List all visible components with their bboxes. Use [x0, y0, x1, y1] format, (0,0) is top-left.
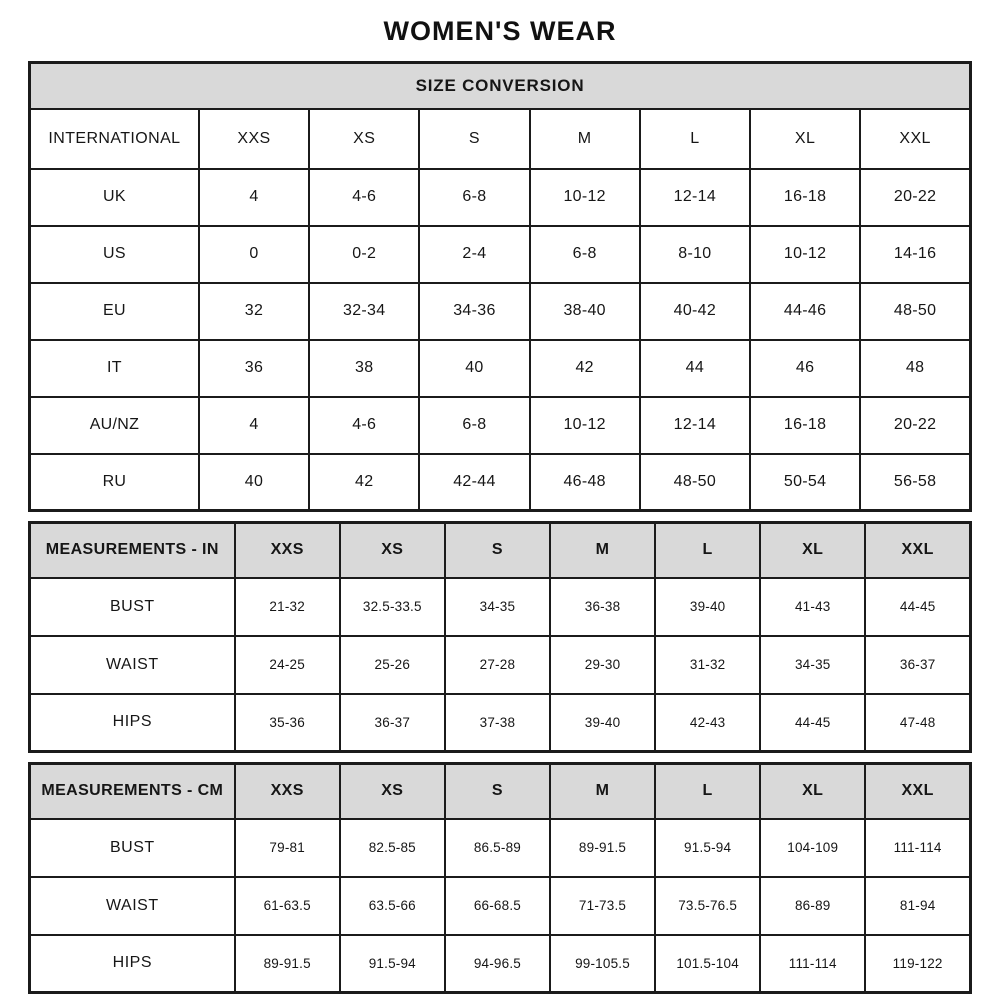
size-value-cell: 48 [860, 340, 970, 397]
size-value-cell: 44 [640, 340, 750, 397]
size-value-cell: 10-12 [750, 226, 860, 283]
measurement-value-cell: 86.5-89 [445, 819, 550, 877]
size-value-cell: 16-18 [750, 169, 860, 226]
size-value-cell: 8-10 [640, 226, 750, 283]
page-title: WOMEN'S WEAR [383, 16, 617, 46]
measurement-value-cell: 63.5-66 [340, 877, 445, 935]
measurement-value-cell: 44-45 [760, 694, 865, 752]
size-value-cell: 12-14 [640, 169, 750, 226]
measurement-label: WAIST [30, 636, 235, 694]
measurement-label: BUST [30, 819, 235, 877]
size-conversion-row [30, 454, 971, 511]
size-value-cell: 32-34 [309, 283, 419, 340]
size-column-header: XXL [860, 109, 970, 169]
size-value-cell: 42 [530, 340, 640, 397]
measurement-value-cell: 91.5-94 [655, 819, 760, 877]
size-conversion-row [30, 226, 971, 283]
size-value-cell: 34-36 [419, 283, 529, 340]
size-value-cell: 16-18 [750, 397, 860, 454]
measurement-value-cell: 71-73.5 [550, 877, 655, 935]
size-value-cell: 46-48 [530, 454, 640, 511]
measurement-value-cell: 89-91.5 [550, 819, 655, 877]
size-value-cell: 44-46 [750, 283, 860, 340]
size-conversion-row [30, 169, 971, 226]
size-value-cell: 2-4 [419, 226, 529, 283]
size-column-header: L [655, 764, 760, 819]
size-column-header: S [445, 764, 550, 819]
size-column-header: M [550, 523, 655, 578]
measurement-value-cell: 82.5-85 [340, 819, 445, 877]
size-column-header: L [655, 523, 760, 578]
region-label: AU/NZ [30, 397, 199, 454]
measurement-value-cell: 101.5-104 [655, 935, 760, 993]
size-value-cell: 50-54 [750, 454, 860, 511]
size-value-cell: 0-2 [309, 226, 419, 283]
measurement-value-cell: 79-81 [235, 819, 340, 877]
size-value-cell: 56-58 [860, 454, 970, 511]
measurement-value-cell: 86-89 [760, 877, 865, 935]
measurement-value-cell: 24-25 [235, 636, 340, 694]
size-column-header: L [640, 109, 750, 169]
measurement-label: HIPS [30, 694, 235, 752]
size-column-header: XS [309, 109, 419, 169]
size-value-cell: 20-22 [860, 169, 970, 226]
size-column-header: XL [760, 764, 865, 819]
size-value-cell: 4 [199, 397, 309, 454]
measurement-value-cell: 99-105.5 [550, 935, 655, 993]
measurement-value-cell: 29-30 [550, 636, 655, 694]
size-value-cell: 46 [750, 340, 860, 397]
size-conversion-row [30, 340, 971, 397]
size-value-cell: 6-8 [419, 169, 529, 226]
size-column-header: S [419, 109, 529, 169]
measurement-row [30, 935, 971, 993]
size-value-cell: 4 [199, 169, 309, 226]
size-column-header: M [550, 764, 655, 819]
measurement-value-cell: 66-68.5 [445, 877, 550, 935]
region-column-header: INTERNATIONAL [30, 109, 199, 169]
measurement-value-cell: 94-96.5 [445, 935, 550, 993]
size-conversion-row [30, 283, 971, 340]
measurement-value-cell: 21-32 [235, 578, 340, 636]
measurement-value-cell: 47-48 [865, 694, 970, 752]
measurement-value-cell: 111-114 [865, 819, 970, 877]
measurements-in-table [28, 521, 972, 753]
size-column-header: M [530, 109, 640, 169]
size-value-cell: 4-6 [309, 397, 419, 454]
measurement-value-cell: 81-94 [865, 877, 970, 935]
size-conversion-columns-row [30, 109, 971, 169]
measurements-cm-table [28, 762, 972, 994]
size-column-header: XXL [865, 523, 970, 578]
size-value-cell: 4-6 [309, 169, 419, 226]
size-column-header: XXS [235, 764, 340, 819]
size-column-header: XL [750, 109, 860, 169]
region-label: EU [30, 283, 199, 340]
size-column-header: XS [340, 523, 445, 578]
size-value-cell: 36 [199, 340, 309, 397]
measurement-value-cell: 39-40 [655, 578, 760, 636]
measurement-value-cell: 36-38 [550, 578, 655, 636]
size-value-cell: 6-8 [419, 397, 529, 454]
measurement-row [30, 877, 971, 935]
size-value-cell: 48-50 [860, 283, 970, 340]
size-conversion-table [28, 61, 972, 512]
size-column-header: XXS [199, 109, 309, 169]
region-label: IT [30, 340, 199, 397]
measurement-label: BUST [30, 578, 235, 636]
measurement-value-cell: 32.5-33.5 [340, 578, 445, 636]
measurement-value-cell: 39-40 [550, 694, 655, 752]
measurement-value-cell: 27-28 [445, 636, 550, 694]
measurements-cm-header-row [30, 764, 971, 819]
measurement-value-cell: 119-122 [865, 935, 970, 993]
measurement-row [30, 578, 971, 636]
size-value-cell: 42-44 [419, 454, 529, 511]
size-value-cell: 40 [419, 340, 529, 397]
size-column-header: XL [760, 523, 865, 578]
measurements-in-header-row [30, 523, 971, 578]
measurements-header: MEASUREMENTS - CM [30, 764, 235, 819]
size-value-cell: 48-50 [640, 454, 750, 511]
measurements-header: MEASUREMENTS - IN [30, 523, 235, 578]
size-value-cell: 42 [309, 454, 419, 511]
measurement-value-cell: 25-26 [340, 636, 445, 694]
size-conversion-band [30, 63, 971, 109]
measurement-value-cell: 73.5-76.5 [655, 877, 760, 935]
measurement-value-cell: 41-43 [760, 578, 865, 636]
measurement-value-cell: 31-32 [655, 636, 760, 694]
region-label: UK [30, 169, 199, 226]
measurement-value-cell: 61-63.5 [235, 877, 340, 935]
size-conversion-header: SIZE CONVERSION [30, 63, 971, 109]
measurement-value-cell: 34-35 [760, 636, 865, 694]
size-value-cell: 38 [309, 340, 419, 397]
size-value-cell: 12-14 [640, 397, 750, 454]
size-conversion-row [30, 397, 971, 454]
size-value-cell: 38-40 [530, 283, 640, 340]
measurement-value-cell: 36-37 [865, 636, 970, 694]
measurement-value-cell: 111-114 [760, 935, 865, 993]
size-column-header: S [445, 523, 550, 578]
measurement-value-cell: 91.5-94 [340, 935, 445, 993]
size-column-header: XS [340, 764, 445, 819]
size-value-cell: 6-8 [530, 226, 640, 283]
measurement-row [30, 819, 971, 877]
size-column-header: XXS [235, 523, 340, 578]
measurement-label: WAIST [30, 877, 235, 935]
size-value-cell: 32 [199, 283, 309, 340]
region-label: US [30, 226, 199, 283]
size-value-cell: 10-12 [530, 169, 640, 226]
size-value-cell: 20-22 [860, 397, 970, 454]
measurement-value-cell: 44-45 [865, 578, 970, 636]
size-value-cell: 0 [199, 226, 309, 283]
size-value-cell: 14-16 [860, 226, 970, 283]
size-value-cell: 10-12 [530, 397, 640, 454]
size-value-cell: 40 [199, 454, 309, 511]
measurement-value-cell: 42-43 [655, 694, 760, 752]
region-label: RU [30, 454, 199, 511]
size-column-header: XXL [865, 764, 970, 819]
measurement-value-cell: 89-91.5 [235, 935, 340, 993]
measurement-value-cell: 104-109 [760, 819, 865, 877]
measurement-value-cell: 35-36 [235, 694, 340, 752]
size-value-cell: 40-42 [640, 283, 750, 340]
measurement-row [30, 694, 971, 752]
measurement-value-cell: 34-35 [445, 578, 550, 636]
measurement-value-cell: 36-37 [340, 694, 445, 752]
measurement-label: HIPS [30, 935, 235, 993]
measurement-row [30, 636, 971, 694]
measurement-value-cell: 37-38 [445, 694, 550, 752]
